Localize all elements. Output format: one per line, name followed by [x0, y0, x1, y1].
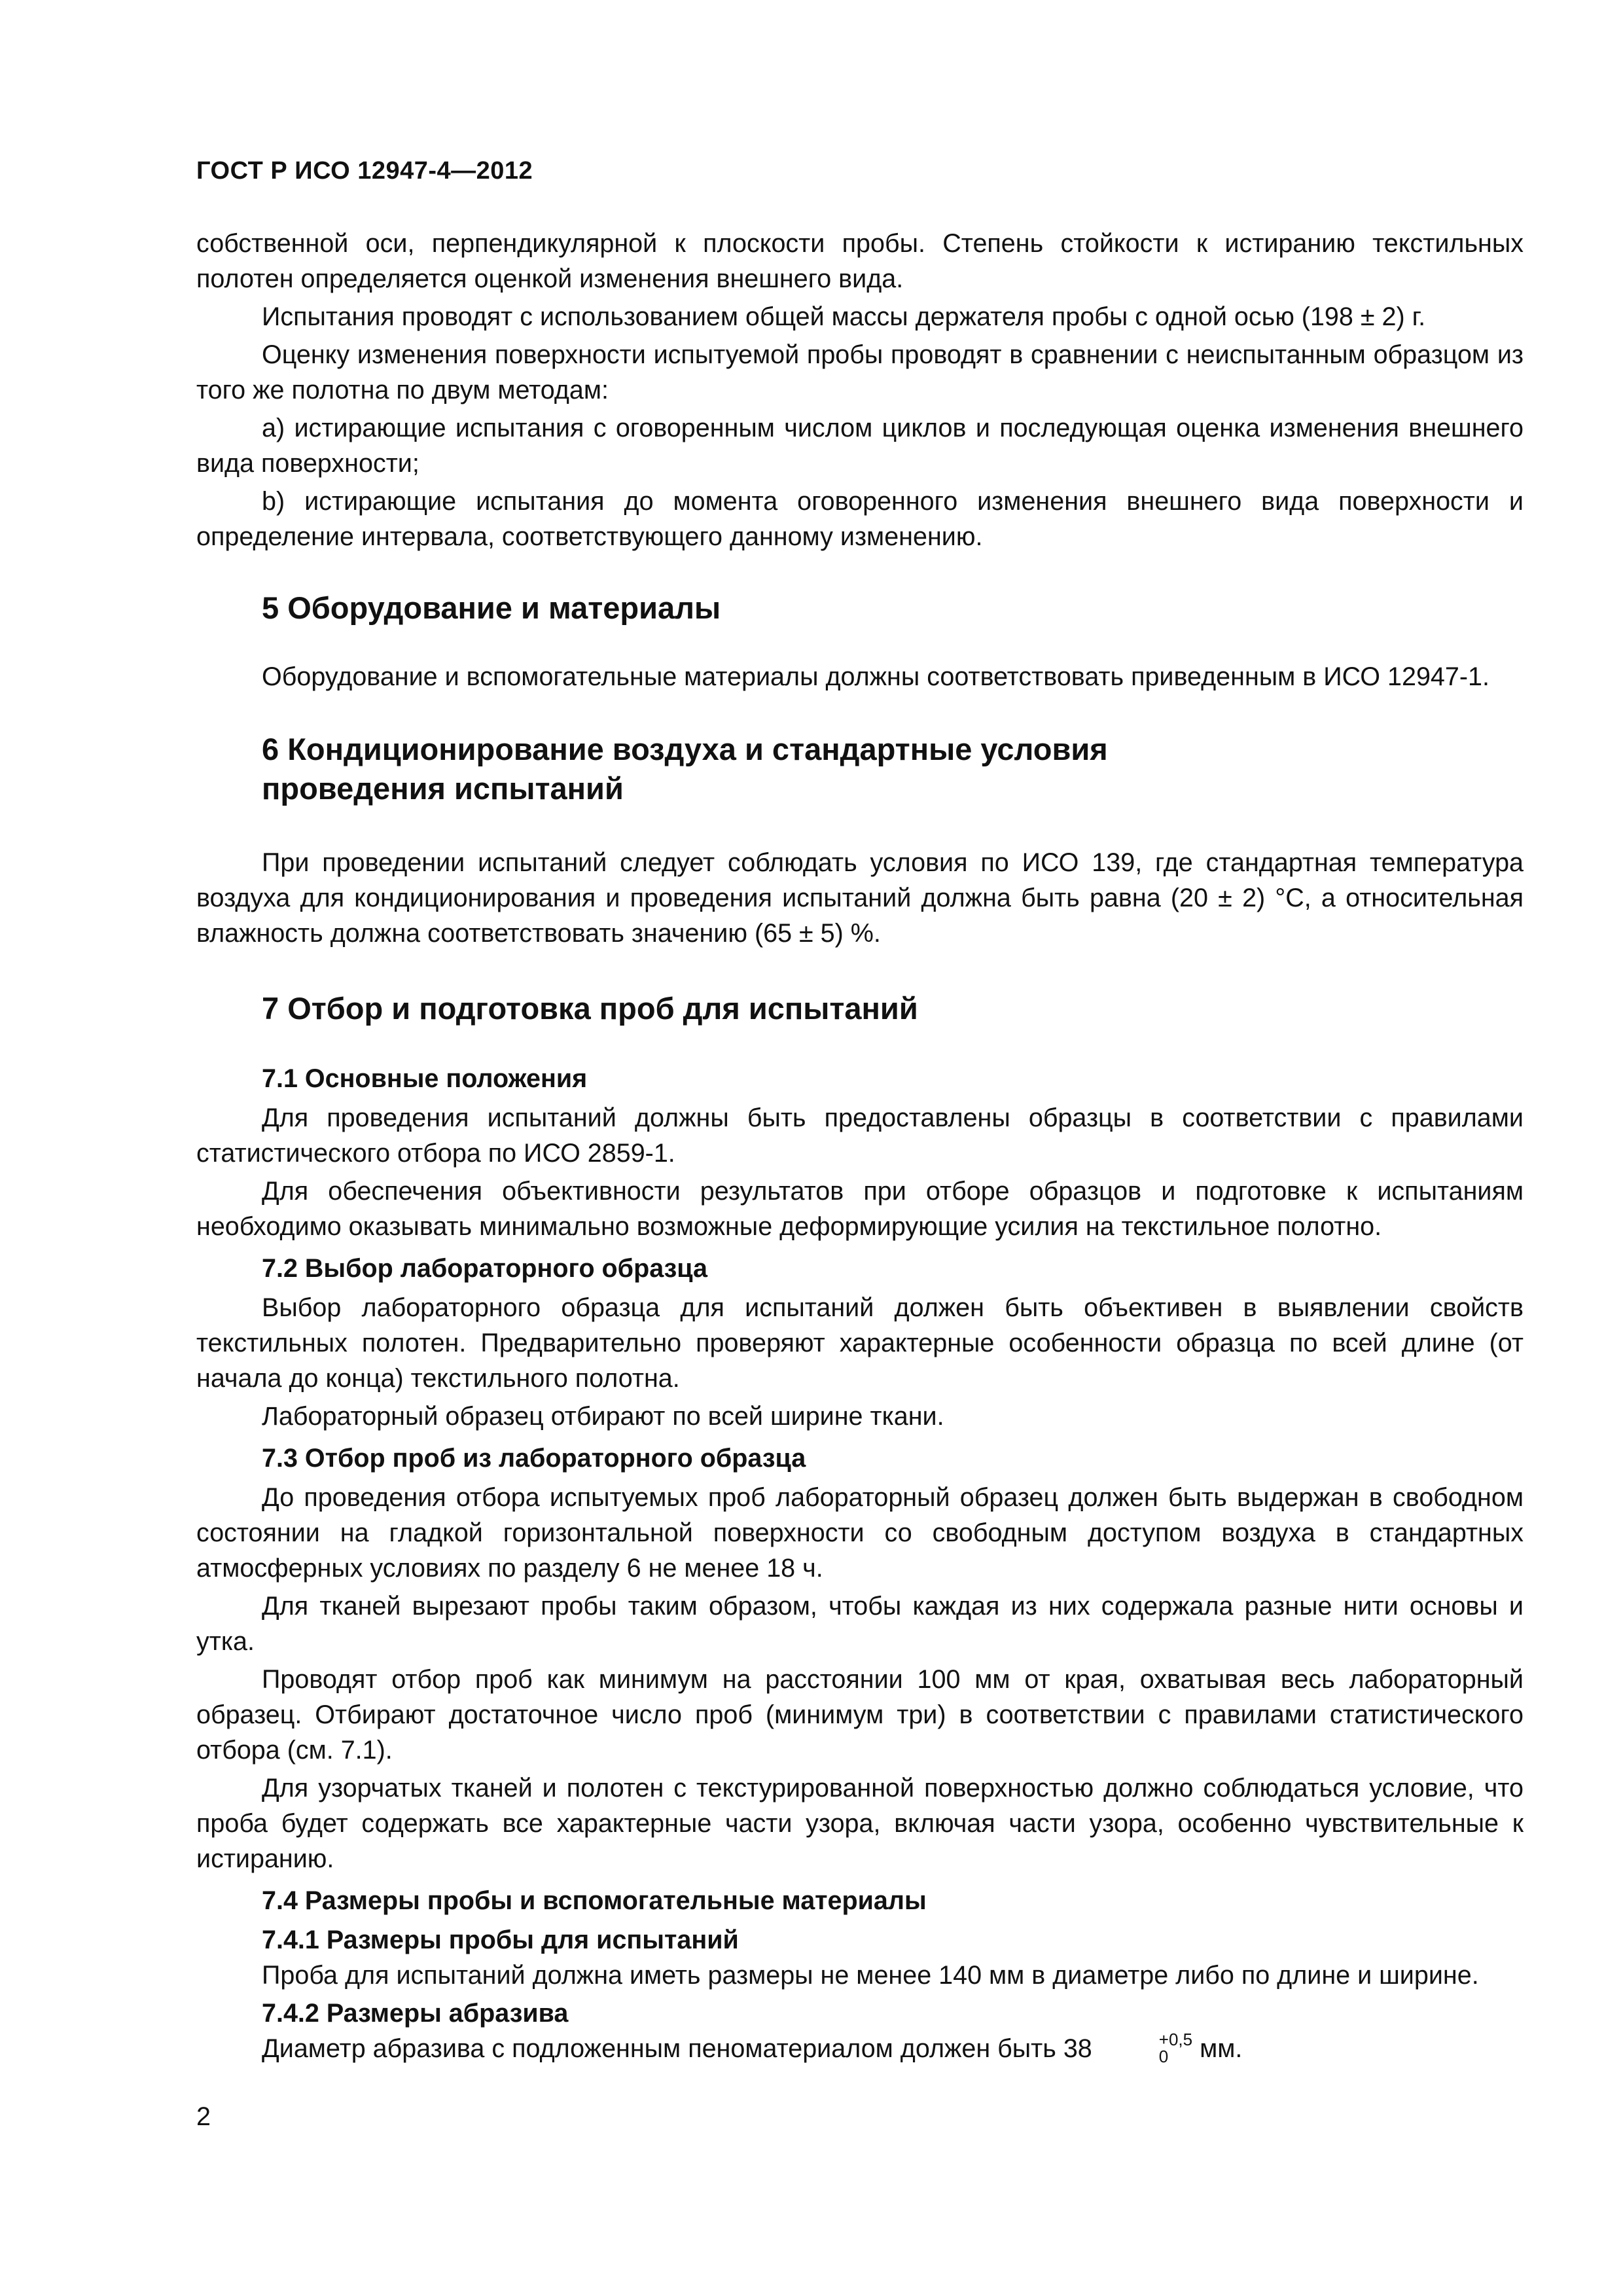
intro-list-item-a: a) истирающие испытания с оговоренным числом циклов и последующая оценка изменения внешнего вида поверхности;: [196, 414, 1524, 478]
intro-paragraph-1: собственной оси, перпендикулярной к плоскости пробы. Степень стойкости к истиранию текстильных полотен определяется оценкой изменения внешнего вида.: [196, 229, 1524, 293]
document-body: [196, 226, 1524, 2070]
section-7-1-heading: 7.1 Основные положения: [262, 1064, 588, 1093]
section-6-heading-line-2: проведения испытаний: [262, 771, 624, 806]
section-7-4-2-heading: 7.4.2 Размеры абразива: [262, 1999, 569, 2028]
section-7-2-paragraph-2: Лабораторный образец отбирают по всей ширине ткани.: [262, 1402, 944, 1431]
intro-paragraph-3: Оценку изменения поверхности испытуемой пробы проводят в сравнении с неиспытанным образцом из того же полотна по двум методам:: [196, 340, 1524, 404]
section-7-4-2-paragraph: [196, 2031, 1524, 2068]
section-5-heading: 5 Оборудование и материалы: [262, 590, 721, 625]
section-6-paragraph: При проведении испытаний следует соблюдать условия по ИСО 139, где стандартная температура воздуха для кондиционирования и проведения испытаний должна быть равна (20 ± 2) °С, а относительная влажность должна соответствовать значению (65 ± 5) %.: [196, 848, 1524, 948]
abrasive-diameter-text: Диаметр абразива с подложенным пеноматериалом должен быть 38: [262, 2034, 1092, 2063]
abrasive-diameter-unit: мм.: [1192, 2034, 1243, 2063]
document-header: ГОСТ Р ИСО 12947-4—2012: [196, 157, 533, 185]
section-7-4-1-paragraph: Проба для испытаний должна иметь размеры не менее 140 мм в диаметре либо по длине и ширине.: [262, 1961, 1479, 1990]
section-7-3-paragraph-2: Для тканей вырезают пробы таким образом, чтобы каждая из них содержала разные нити основы и утка.: [196, 1592, 1524, 1656]
document-page: [196, 0, 1524, 2296]
page-number: 2: [196, 2102, 211, 2131]
section-7-3-paragraph-4: Для узорчатых тканей и полотен с текстурированной поверхностью должно соблюдаться условие, что проба будет содержать все характерные части узора, включая части узора, особенно чувствительные к истиранию.: [196, 1774, 1524, 1873]
section-7-heading: 7 Отбор и подготовка проб для испытаний: [262, 991, 918, 1026]
tolerance: [1094, 2031, 1192, 2065]
section-7-3-heading: 7.3 Отбор проб из лабораторного образца: [262, 1444, 806, 1473]
tolerance-upper: +0,5: [1158, 2029, 1193, 2049]
section-7-4-heading: 7.4 Размеры пробы и вспомогательные материалы: [262, 1886, 927, 1915]
section-7-2-heading: 7.2 Выбор лабораторного образца: [262, 1254, 708, 1283]
section-6-heading: [196, 730, 1524, 808]
section-7-2-paragraph-1: Выбор лабораторного образца для испытаний должен быть объективен в выявлении свойств текстильных полотен. Предварительно проверяют характерные особенности образца по всей длине (от начала до конца) текстильного полотна.: [196, 1293, 1524, 1393]
intro-paragraph-2: Испытания проводят с использованием общей массы держателя пробы с одной осью (198 ± 2) г.: [262, 302, 1426, 331]
section-7-3-paragraph-3: Проводят отбор проб как минимум на расстоянии 100 мм от края, охватывая весь лабораторный образец. Отбирают достаточное число проб (минимум три) в соответствии с правилами статистического отбора (см. 7.1).: [196, 1665, 1524, 1765]
section-6-heading-line-1: 6 Кондиционирование воздуха и стандартные условия: [262, 732, 1108, 766]
intro-list-item-b: b) истирающие испытания до момента оговоренного изменения внешнего вида поверхности и определение интервала, соответствующего данному изменению.: [196, 487, 1524, 551]
section-7-1-paragraph-2: Для обеспечения объективности результатов при отборе образцов и подготовке к испытаниям необходимо оказывать минимально возможные деформирующие усилия на текстильное полотно.: [196, 1177, 1524, 1241]
section-7-3-paragraph-1: До проведения отбора испытуемых проб лабораторный образец должен быть выдержан в свободном состоянии на гладкой горизонтальной поверхности со свободным доступом воздуха в стандартных атмосферных условиях по разделу 6 не менее 18 ч.: [196, 1483, 1524, 1583]
section-7-4-1-heading: 7.4.1 Размеры пробы для испытаний: [262, 1926, 739, 1954]
tolerance-lower: 0: [1158, 2046, 1169, 2066]
section-7-1-paragraph-1: Для проведения испытаний должны быть предоставлены образцы в соответствии с правилами статистического отбора по ИСО 2859-1.: [196, 1103, 1524, 1168]
section-5-paragraph: Оборудование и вспомогательные материалы должны соответствовать приведенным в ИСО 12947-1.: [262, 662, 1489, 691]
